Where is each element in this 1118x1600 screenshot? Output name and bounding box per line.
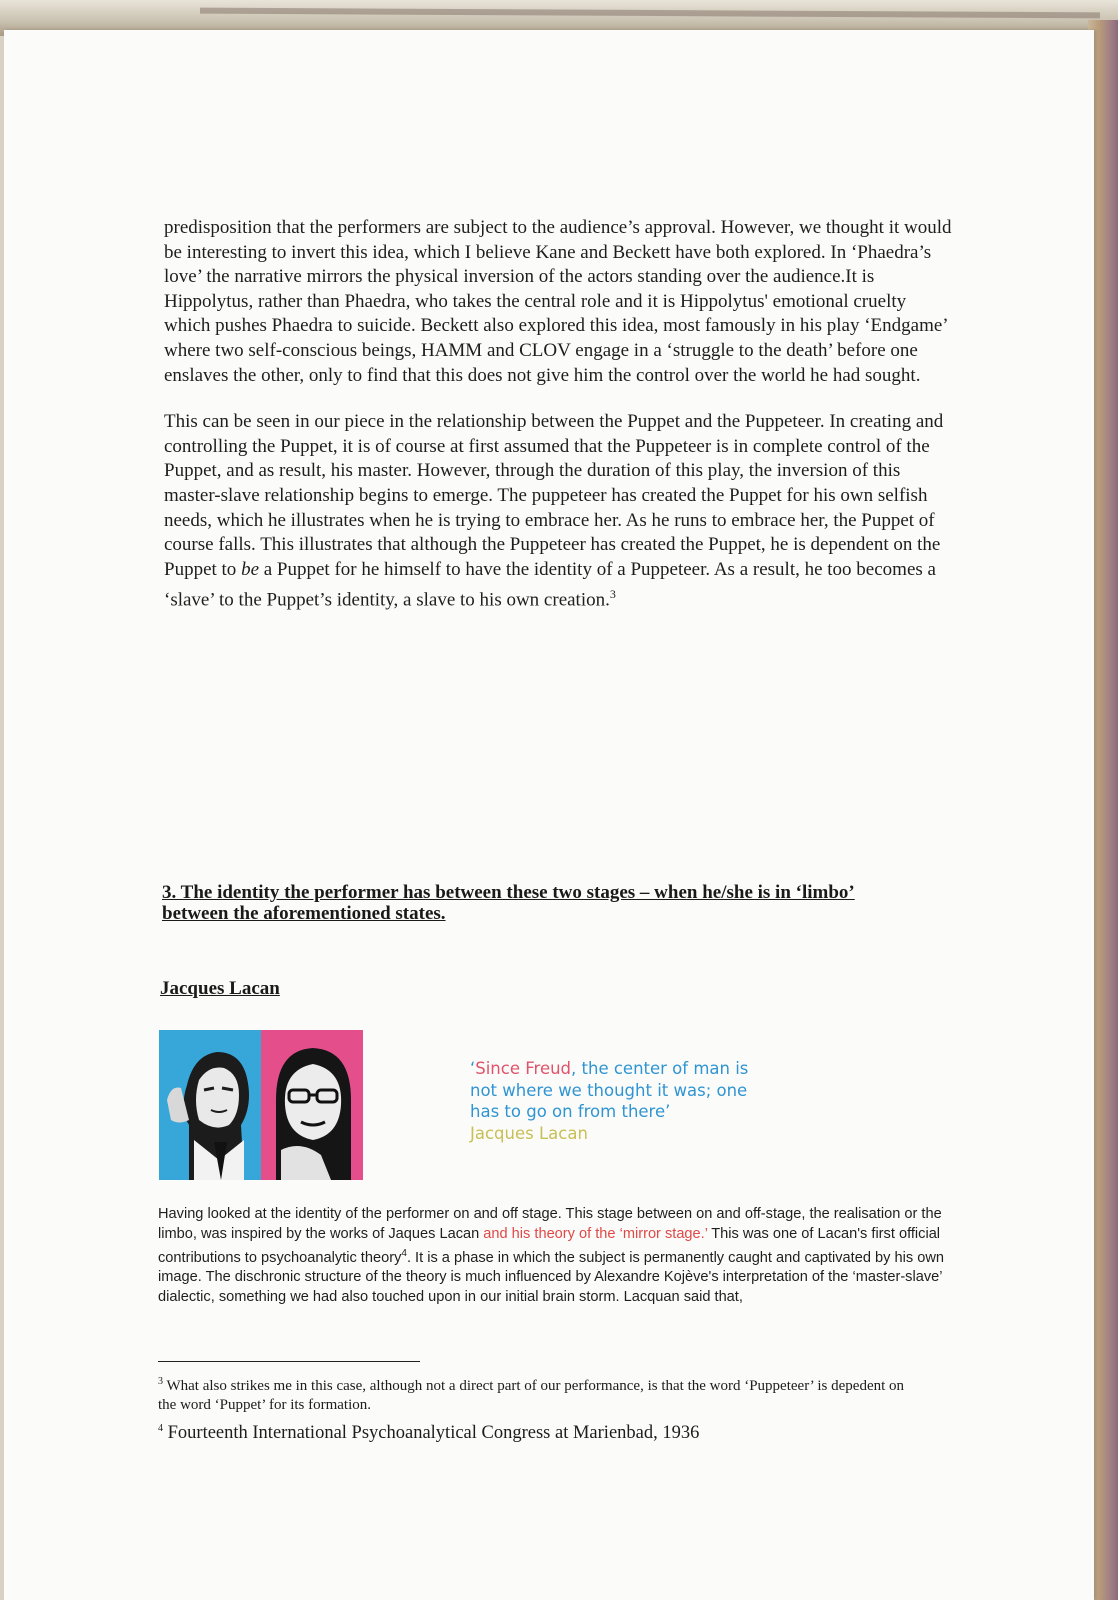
- quote-author: Jacques Lacan: [470, 1123, 588, 1143]
- footnote-divider: [158, 1361, 420, 1362]
- footnote-3-text: What also strikes me in this case, although not a direct part of our performance, is that the word ‘Puppeteer’ is depedent on the word ‘Puppet’ for its formation.: [158, 1378, 905, 1413]
- section-heading: 3. The identity the performer has between these two stages – when he/she is in ‘limbo’ between the aforementioned states.: [162, 882, 855, 924]
- lacan-paragraph-part-3: . It is a phase in which the subject is permanently caught and captivated by his own image. The dischronic structure of the theory is much influenced by Alexandre Kojève's interpretation of the ‘master-slave’ dialectic, something we had also touched upon in our initial brain storm. Lacquan said that,: [158, 1249, 944, 1305]
- lacan-paragraph: [158, 1205, 948, 1307]
- paragraph-2: [164, 410, 954, 613]
- lacan-paragraph-part-1: Having looked at the identity of the performer on and off stage. This stage between on and off-stage, the realisation or the limbo, was inspired by the works of Jaques Lacan: [158, 1206, 942, 1242]
- footnote-ref-3: 3: [609, 587, 616, 602]
- footnotes: [158, 1372, 918, 1445]
- paragraph-2-part-1: This can be seen in our piece in the relationship between the Puppet and the Puppeteer. In creating and controlling the Puppet, it is of course at first assumed that the Puppeteer is in complete control of the Puppet, and as result, his master. However, through the duration of this play, the inversion of this master-slave relationship begins to emerge. The puppeteer has created the Puppet for his own selfish needs, which he illustrates when he is trying to embrace her. As he runs to embrace her, the Puppet of course falls. This illustrates that although the Puppeteer has created the Puppet, he is dependent on the Puppet to: [164, 411, 944, 580]
- lacan-pop-art-portrait-icon: [159, 1030, 363, 1180]
- footnote-4-text: Fourteenth International Psychoanalytical Congress at Marienbad, 1936: [163, 1423, 700, 1444]
- lacan-paragraph-part-2: This was one of Lacan's first official contributions to psychoanalytic theory: [158, 1225, 941, 1266]
- body-text: [164, 216, 954, 613]
- footnote-3: [158, 1372, 918, 1415]
- footnote-3-number: 3: [158, 1376, 163, 1387]
- paragraph-2-italic: be: [241, 558, 259, 580]
- quote-blue-part: , the center of man is not where we thought it was; one has to go on from there’: [470, 1059, 749, 1121]
- footnote-4-number: 4: [158, 1423, 163, 1434]
- lacan-subheading: Jacques Lacan: [160, 978, 280, 999]
- quote-open-mark: ‘: [470, 1059, 476, 1078]
- lacan-quote: [470, 1058, 770, 1144]
- footnote-ref-4: 4: [401, 1248, 407, 1259]
- portrait-left-panel: [159, 1030, 261, 1180]
- footnote-4: [158, 1417, 918, 1445]
- quote-red-part: Since Freud: [475, 1059, 572, 1078]
- mirror-stage-highlight: and his theory of the ‘mirror stage.’: [483, 1225, 708, 1242]
- paragraph-2-part-2: a Puppet for he himself to have the identity of a Puppeteer. As a result, he too becomes a ‘slave’ to the Puppet’s identity, a slave to his own creation.: [164, 558, 936, 611]
- portrait-right-panel: [261, 1030, 363, 1180]
- paragraph-1: predisposition that the performers are subject to the audience’s approval. However, we thought it would be interesting to invert this idea, which I believe Kane and Beckett have both explored. In ‘Phaedra’s love’ the narrative mirrors the physical inversion of the actors standing over the audience.It is Hippolytus, rather than Phaedra, who takes the central role and it is Hippolytus' emotional cruelty which pushes Phaedra to suicide. Beckett also explored this idea, most famously in his play ‘Endgame’ where two self-conscious beings, HAMM and CLOV engage in a ‘struggle to the death’ before one enslaves the other, only to find that this does not give him the control over the world he had sought.: [164, 217, 952, 386]
